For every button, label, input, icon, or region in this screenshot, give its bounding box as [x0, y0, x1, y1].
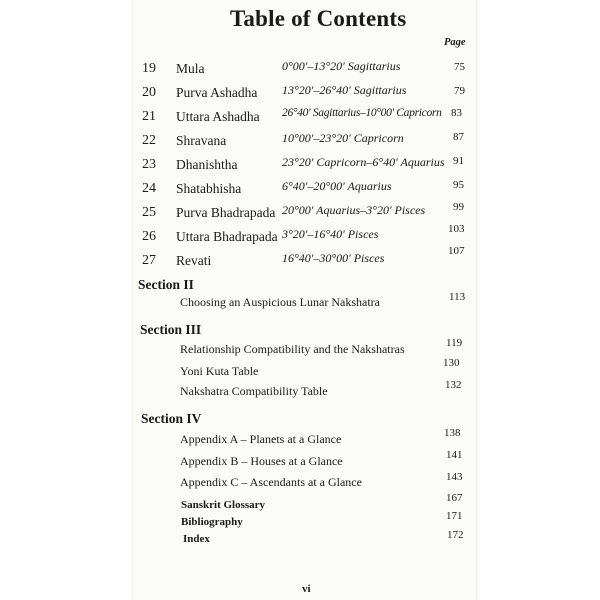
entry-number: 25: [142, 205, 156, 220]
toc-entry: Choosing an Auspicious Lunar Nakshatra: [180, 295, 380, 309]
nakshatra-name: Revati: [176, 253, 212, 268]
page-number: 172: [447, 529, 464, 541]
entry-number: 23: [142, 157, 156, 172]
nakshatra-name: Purva Ashadha: [176, 85, 258, 100]
toc-entry: Yoni Kuta Table: [180, 364, 259, 378]
toc-entry: Appendix C – Ascendants at a Glance: [180, 475, 362, 489]
page-number: 171: [446, 510, 463, 522]
entry-number: 20: [142, 85, 156, 100]
nakshatra-name: Uttara Ashadha: [176, 109, 260, 124]
nakshatra-range: 6°40'–20°00' Aquarius: [282, 179, 392, 193]
entry-number: 27: [142, 253, 156, 268]
page-number: 79: [454, 85, 465, 97]
entry-number: 24: [142, 181, 156, 196]
page-number: 75: [454, 61, 465, 73]
page-number: 99: [453, 201, 464, 213]
page-number: 167: [446, 492, 463, 504]
page-number: 103: [448, 223, 465, 235]
page-number: 91: [453, 155, 464, 167]
nakshatra-name: Dhanishtha: [176, 157, 238, 172]
page-number: 113: [449, 291, 466, 303]
page-number: 141: [446, 449, 463, 461]
page-column-label: Page: [444, 37, 466, 48]
page-number: 143: [446, 471, 463, 483]
entry-number: 21: [142, 109, 156, 124]
nakshatra-name: Shravana: [176, 133, 227, 148]
page-number: 87: [453, 131, 464, 143]
nakshatra-range: 20°00' Aquarius–3°20' Pisces: [282, 203, 426, 217]
toc-entry: Index: [183, 533, 210, 545]
page-title: Table of Contents: [230, 6, 407, 31]
nakshatra-range: 3°20'–16°40' Pisces: [282, 227, 379, 241]
page-number: 132: [445, 379, 462, 391]
nakshatra-name: Purva Bhadrapada: [176, 205, 276, 220]
entry-number: 19: [142, 61, 156, 76]
toc-entry: Sanskrit Glossary: [181, 499, 266, 511]
toc-entry: Relationship Compatibility and the Nakshatras: [180, 342, 405, 356]
nakshatra-name: Shatabhisha: [176, 181, 242, 196]
section-heading: Section IV: [141, 411, 202, 426]
page-number: 95: [453, 179, 464, 191]
nakshatra-range: 23°20' Capricorn–6°40' Aquarius: [282, 155, 445, 169]
toc-entry: Appendix A – Planets at a Glance: [180, 432, 342, 446]
section-heading: Section III: [140, 322, 202, 337]
nakshatra-name: Uttara Bhadrapada: [176, 229, 278, 244]
page-number: 107: [448, 245, 465, 257]
section-heading: Section II: [138, 277, 194, 292]
nakshatra-range: 26°40' Sagittarius–10°00' Capricorn: [282, 107, 442, 119]
page-number: 130: [443, 357, 460, 369]
entry-number: 22: [142, 133, 156, 148]
nakshatra-range: 16°40'–30°00' Pisces: [282, 251, 385, 265]
nakshatra-name: Mula: [176, 61, 205, 76]
toc-entry: Appendix B – Houses at a Glance: [180, 454, 343, 468]
page-footer-number: vi: [302, 583, 311, 595]
page-number: 119: [446, 337, 463, 349]
nakshatra-range: 13°20'–26°40' Sagittarius: [282, 83, 407, 97]
toc-entry: Nakshatra Compatibility Table: [180, 384, 328, 398]
toc-entry: Bibliography: [181, 516, 243, 528]
page-number: 138: [444, 427, 461, 439]
nakshatra-range: 10°00'–23°20' Capricorn: [282, 131, 404, 145]
entry-number: 26: [142, 229, 156, 244]
nakshatra-range: 0°00'–13°20' Sagittarius: [282, 59, 401, 73]
page-number: 83: [451, 107, 462, 119]
